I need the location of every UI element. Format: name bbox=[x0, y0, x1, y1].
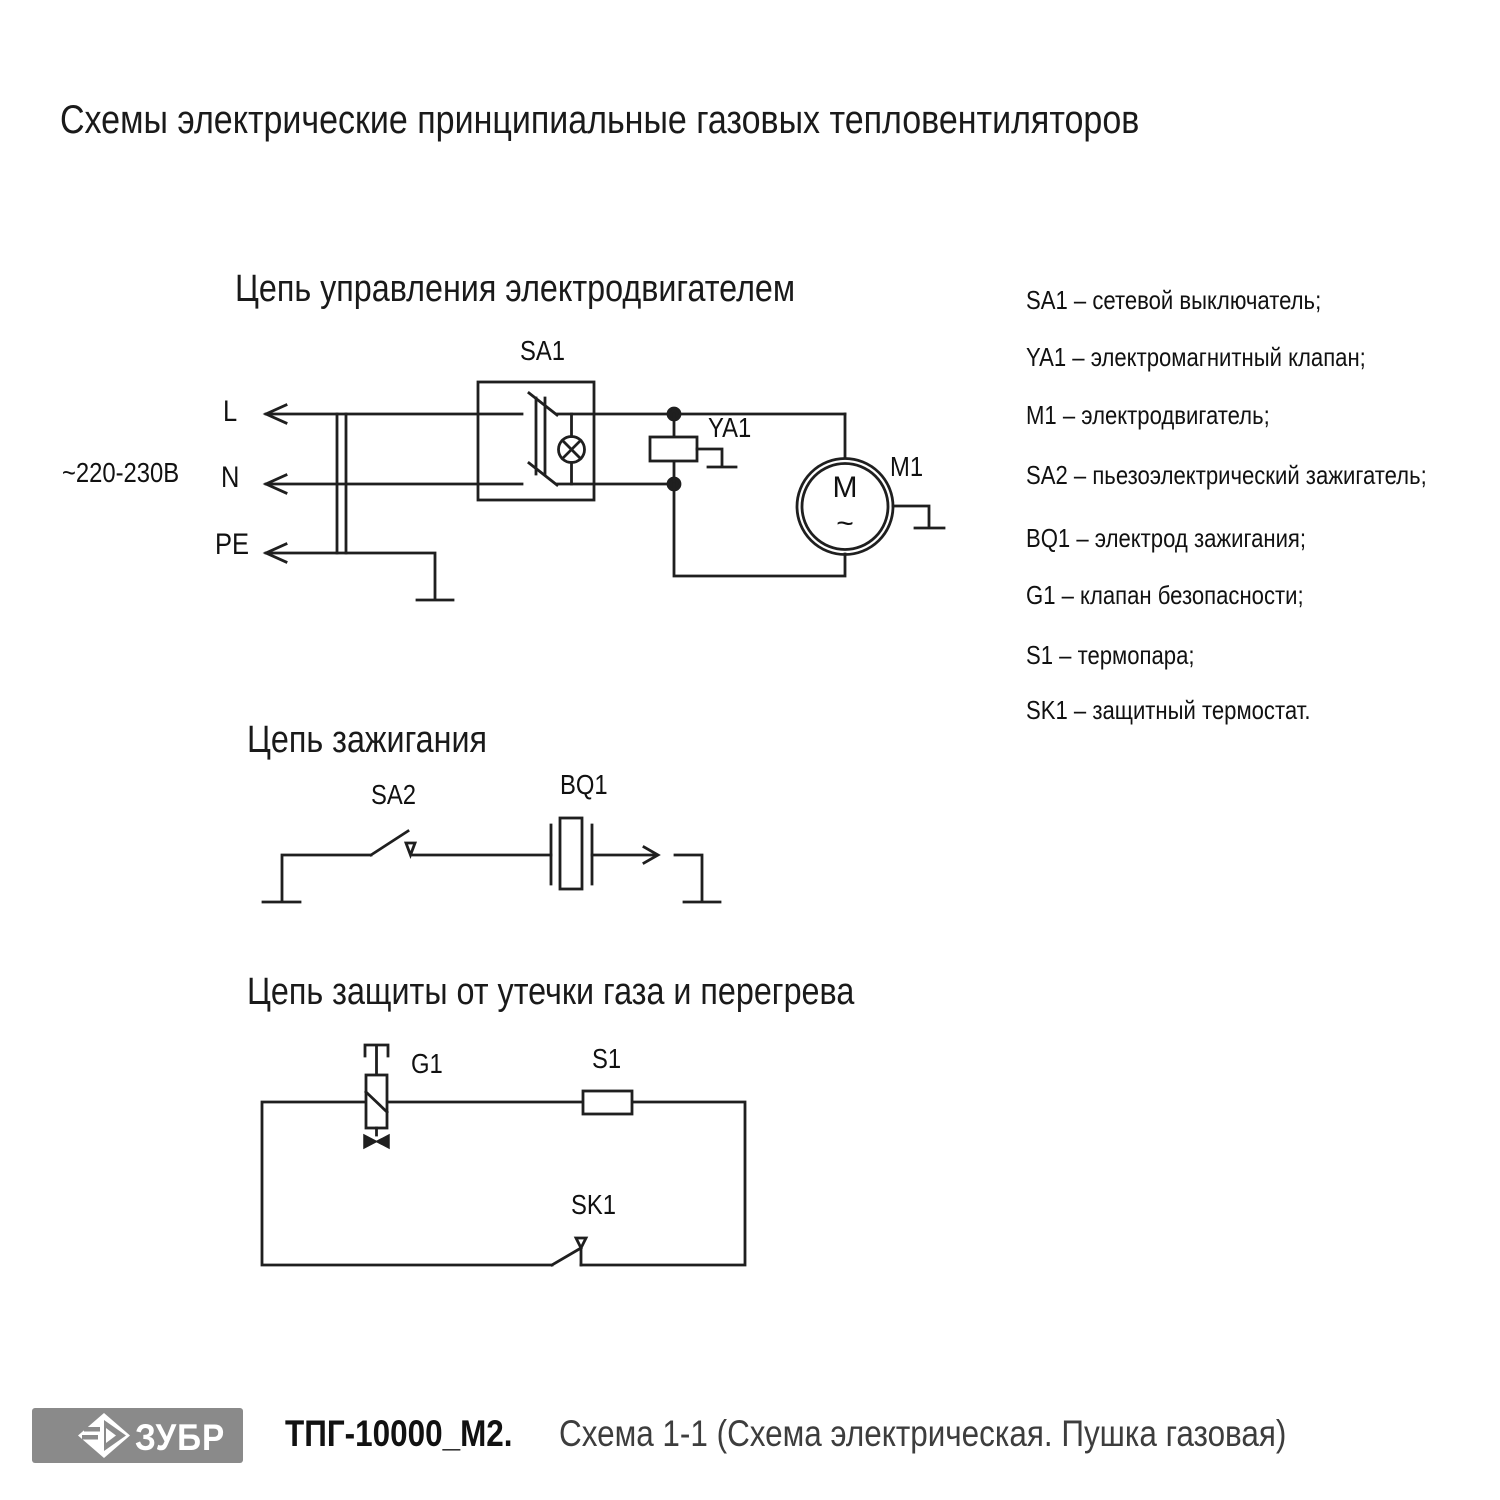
ya1-label: YA1 bbox=[708, 412, 752, 443]
switch-linkage-icon bbox=[536, 398, 545, 474]
footer-caption: Схема 1-1 (Схема электрическая. Пушка газовая) bbox=[559, 1413, 1287, 1454]
sa1-label: SA1 bbox=[520, 335, 565, 366]
wire-pe-ground-icon bbox=[266, 553, 453, 600]
sa2-label: SA2 bbox=[371, 779, 416, 810]
sa2-blade-icon bbox=[371, 831, 408, 855]
g1-valve-icon bbox=[364, 1045, 389, 1148]
legend-item: SK1 – защитный термостат. bbox=[1026, 695, 1311, 725]
wire-motor-return bbox=[674, 484, 845, 576]
switch-blades-icon bbox=[529, 393, 557, 485]
zubr-logo-text: ЗУБР bbox=[135, 1417, 226, 1458]
lamp-icon bbox=[559, 414, 585, 484]
contact-triangle-icon bbox=[406, 843, 415, 855]
legend-item: M1 – электродвигатель; bbox=[1026, 400, 1270, 430]
line-l-label: L bbox=[223, 395, 238, 428]
circuit3-title: Цепь защиты от утечки газа и перегрева bbox=[247, 971, 855, 1013]
footer-model: ТПГ-10000_М2. bbox=[285, 1413, 513, 1454]
bq1-label: BQ1 bbox=[560, 769, 608, 800]
motor-icon bbox=[797, 414, 944, 555]
legend-item: G1 – клапан безопасности; bbox=[1026, 580, 1304, 610]
circuit3-schematic bbox=[262, 1045, 745, 1265]
g1-label: G1 bbox=[411, 1048, 443, 1079]
voltage-label: ~220-230В bbox=[62, 457, 180, 488]
ground-icon bbox=[697, 449, 736, 467]
m1-label: M1 bbox=[890, 451, 924, 482]
line-n-label: N bbox=[221, 461, 240, 494]
circuit2-schematic bbox=[263, 818, 720, 902]
sk1-contact-icon bbox=[552, 1238, 586, 1265]
s1-thermocouple bbox=[583, 1091, 632, 1114]
ground-icon bbox=[263, 855, 371, 902]
bq1-electrode-icon bbox=[551, 818, 592, 889]
circuit1-title: Цепь управления электродвигателем bbox=[235, 268, 796, 310]
legend-item: S1 – термопара; bbox=[1026, 640, 1195, 670]
motor-wave: ~ bbox=[836, 507, 854, 540]
line-pe-label: PE bbox=[215, 528, 250, 561]
ground-icon bbox=[893, 506, 944, 528]
legend-item: SA1 – сетевой выключатель; bbox=[1026, 285, 1322, 315]
zubr-logo bbox=[32, 1408, 243, 1463]
footer-caption-line bbox=[285, 1415, 1415, 1452]
legend-item: YA1 – электромагнитный клапан; bbox=[1026, 342, 1366, 372]
motor-letter: M bbox=[832, 471, 858, 504]
legend-item: BQ1 – электрод зажигания; bbox=[1026, 523, 1307, 553]
ground-icon bbox=[675, 855, 720, 902]
circuit1-schematic bbox=[266, 382, 944, 600]
s1-label: S1 bbox=[592, 1043, 622, 1074]
legend-item: SA2 – пьезоэлектрический зажигатель; bbox=[1026, 460, 1427, 490]
sk1-label: SK1 bbox=[571, 1189, 616, 1220]
loop-wire bbox=[262, 1102, 745, 1265]
page-title: Схемы электрические принципиальные газовых тепловентиляторов bbox=[60, 98, 1140, 142]
circuit2-title: Цепь зажигания bbox=[247, 719, 487, 761]
